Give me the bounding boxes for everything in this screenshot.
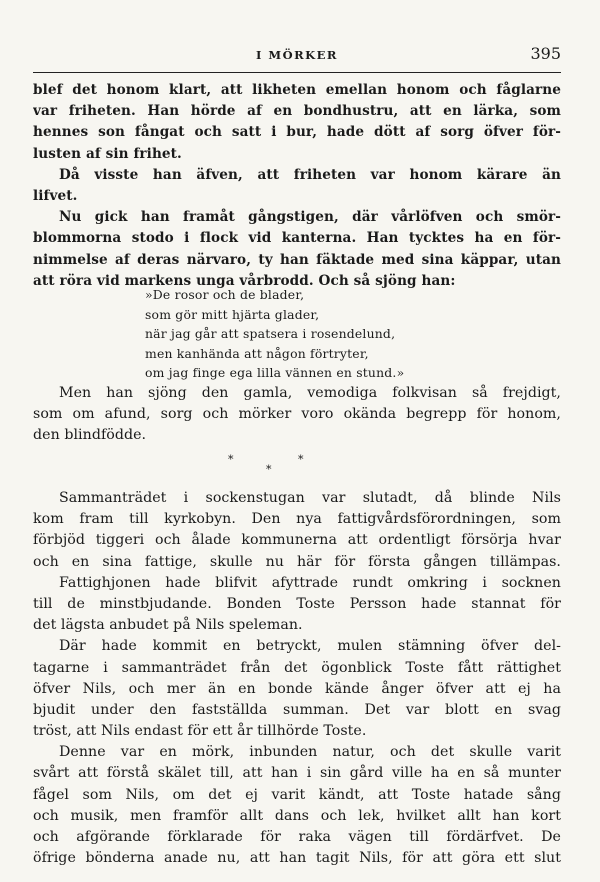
text-line: att röra vid markens unga vårbrodd. Och så sjöng han: (33, 272, 456, 289)
text-line: Där hade kommit en betryckt, mulen stämning öfver del- (59, 638, 561, 655)
paragraph (33, 636, 561, 742)
text-line: tagarne i sammanträdet från det ögonblick Toste fått rättighet (33, 659, 561, 676)
verse-block (145, 285, 565, 383)
paragraph (33, 488, 561, 573)
paragraph-after-verse (33, 383, 561, 447)
text-line: hennes son fångat och satt i bur, hade dött af sorg öfver för- (33, 124, 561, 141)
page-header (33, 44, 561, 66)
text-line: den blindfödde. (33, 427, 147, 444)
text-line: det lägsta anbudet på Nils speleman. (33, 617, 303, 634)
text-line: öfver Nils, och mer än en bonde kände ånger öfver att ej ha (33, 680, 561, 697)
text-line: Nu gick han framåt gångstigen, där vårlöfven och smör- (59, 209, 561, 226)
text-line: bjudit under den fastställda summan. Det var blott en svag (33, 701, 561, 718)
separator-star: * (266, 463, 272, 476)
paragraph (33, 207, 561, 292)
paragraphs-top (33, 80, 561, 292)
verse-line: när jag går att spatsera i rosendelund, (145, 326, 396, 342)
text-line: till de minstbjudande. Bonden Toste Persson hade stannat för (33, 595, 561, 612)
text-line: tröst, att Nils endast för ett år tillhörde Toste. (33, 723, 367, 740)
text-line: var friheten. Han hörde af en bondhustru, att en lärka, som (33, 103, 561, 120)
text-line: Men han sjöng den gamla, vemodiga folkvisan så frejdigt, (59, 385, 561, 401)
verse-line: »De rosor och de blader, (145, 287, 305, 302)
text-line: och en sina fattige, skulle nu här för första gången tillämpas. (33, 553, 561, 570)
text-line: lusten af sin frihet. (33, 145, 182, 162)
separator-star: * (298, 453, 304, 466)
paragraph (33, 80, 561, 165)
text-line: lifvet. (33, 187, 78, 204)
text-line: förbjöd tiggeri och ålade kommunerna att ordentligt försörja hvar (33, 532, 561, 549)
header-rule (33, 72, 561, 73)
running-title: I MÖRKER (255, 48, 338, 62)
text-line: Denne var en mörk, inbunden natur, och det skulle varit (59, 744, 561, 761)
section-separator (210, 450, 330, 480)
paragraph (33, 573, 561, 637)
text-line: Sammanträdet i sockenstugan var slutadt, då blinde Nils (59, 490, 561, 506)
text-line: fågel som Nils, om det ej varit kändt, att Toste hatade sång (33, 786, 561, 803)
text-line: nimmelse af deras närvaro, ty han fäktade med sina käppar, utan (33, 251, 561, 268)
paragraph (33, 165, 561, 207)
verse-line: men kanhända att någon förtryter, (145, 345, 369, 361)
paragraphs-bottom (33, 488, 561, 869)
text-line: Då visste han äfven, att friheten var honom kärare än (59, 166, 561, 183)
separator-star: * (228, 453, 234, 466)
text-line: kom fram till kyrkobyn. Den nya fattigvårdsförordningen, som (33, 511, 561, 528)
text-line: öfrige bönderna anade nu, att han tagit Nils, för att göra ett slut (33, 850, 561, 867)
text-line: och musik, men framför allt dans och lek, hvilket allt han kort (33, 807, 561, 824)
text-line: Fattighjonen hade blifvit afyttrade rundt omkring i socknen (59, 574, 561, 591)
text-line: blommorna stodo i flock vid kanterna. Han tycktes ha en för- (33, 230, 561, 247)
text-line: och afgörande förklarade för raka vägen till fördärfvet. De (33, 829, 561, 845)
verse-line: om jag finge ega lilla vännen en stund.» (145, 365, 405, 381)
text-line: svårt att förstå skälet till, att han i sin gård ville ha en så munter (33, 765, 561, 782)
verse-line: som gör mitt hjärta glader, (145, 306, 320, 322)
page-number: 395 (530, 44, 561, 63)
text-line: blef det honom klart, att likheten emellan honom och fåglarne (33, 82, 561, 98)
paragraph (33, 742, 561, 869)
text-line: som om afund, sorg och mörker voro okända begrepp för honom, (33, 406, 561, 423)
